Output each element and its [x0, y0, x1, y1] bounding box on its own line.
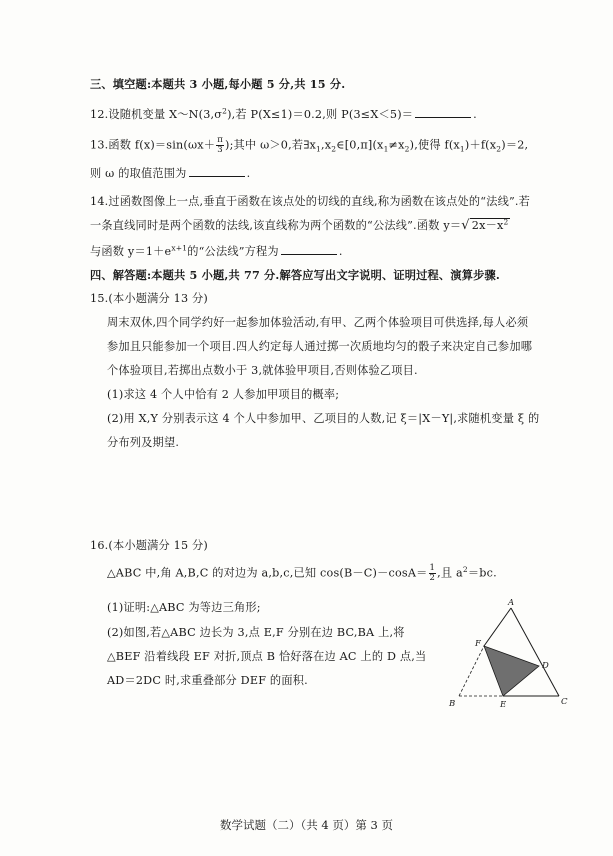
label-A: A	[508, 598, 515, 608]
q14-sup: 2	[503, 217, 509, 227]
question-14-line3	[90, 243, 343, 259]
q13-fraction	[216, 136, 224, 155]
q12-end: .	[473, 108, 477, 121]
section3-heading: 三、填空题:本题共 3 小题,每小题 5 分,共 15 分.	[90, 77, 346, 91]
q15-para-line2: 参加且只能参加一个项目.四人约定每人通过掷一次质地均匀的骰子来决定自己参加哪	[107, 340, 533, 353]
question-14-line1: 14.过函数图像上一点,垂直于函数在该点处的切线的直线,称为函数在该点处的“法线”.若	[90, 195, 531, 208]
q16-subq2-line1: (2)如图,若△ABC 边长为 3,点 E,F 分别在边 BC,BA 上,将	[107, 626, 405, 639]
q12-answer-blank[interactable]	[415, 106, 471, 118]
q13-part-b: );其中 ω＞0,若∃x	[225, 138, 317, 152]
q14-radicand	[470, 218, 511, 232]
section4-heading: 四、解答题:本题共 5 小题,共 77 分.解答应写出文字说明、证明过程、演算步骤.	[90, 268, 500, 282]
q15-subq1: (1)求这 4 个人中恰有 2 人参加甲项目的概率;	[107, 388, 340, 401]
q13-sub: 1	[383, 144, 389, 154]
q13-part-h: )＝2,	[501, 138, 529, 152]
label-D: D	[542, 661, 549, 671]
q12-text-b: ),若 P(X≤1)＝0.2,则 P(3≤X＜5)＝	[227, 108, 414, 121]
page-footer: 数学试题（二）（共 4 页）第 3 页	[219, 818, 393, 832]
q13-sub: 1	[316, 144, 321, 154]
q16-p1-a: △ABC 中,角 A,B,C 的对边为 a,b,c,已知 cos(B－C)－cosA＝	[107, 566, 428, 580]
segment-FA	[484, 608, 511, 646]
q16-frac-num: 1	[429, 563, 436, 573]
shaded-triangle-DEF	[484, 646, 539, 696]
q13-frac-den: 3	[217, 145, 223, 155]
q16-fraction	[429, 564, 437, 583]
q16-frac-den: 2	[429, 573, 436, 583]
q13-line2-text: 则 ω 的取值范围为	[90, 167, 187, 180]
q13-end: .	[246, 167, 251, 180]
sqrt-symbol: √	[461, 218, 470, 233]
question-12	[90, 106, 477, 122]
q15-para-line1: 周末双休,四个同学约好一起参加体验活动,有甲、乙两个体验项目可供选择,每人必须	[107, 316, 529, 329]
q16-subq2-line3: AD＝2DC 时,求重叠部分 DEF 的面积.	[107, 674, 308, 687]
q16-sup: 2	[462, 564, 468, 574]
question-14-line2	[90, 218, 510, 233]
q16-heading: 16.(本小题满分 15 分)	[90, 539, 208, 552]
label-F: F	[475, 639, 481, 649]
q13-frac-num: π	[217, 135, 223, 145]
q13-sub: 2	[404, 144, 410, 154]
q14-exp: x+1	[171, 243, 188, 253]
q13-part-a: 13.函数 f(x)＝sin(ωx＋	[90, 138, 216, 152]
q16-p1-b: ,且 a	[437, 566, 463, 580]
q16-p1-c: ＝bc.	[467, 566, 497, 580]
label-C: C	[561, 697, 568, 707]
q15-heading: 15.(本小题满分 13 分)	[90, 292, 208, 305]
q16-para-line1	[107, 564, 497, 583]
q14-line3-b: 的“公法线”方程为	[187, 245, 279, 258]
q13-part-f: ),使得 f(x	[409, 138, 460, 152]
q14-end: .	[338, 245, 343, 258]
question-13-line2	[90, 165, 250, 181]
q13-sub: 2	[496, 144, 502, 154]
q14-line2-text: 一条直线同时是两个函数的法线,该直线称为两个函数的“公法线”.函数 y＝	[90, 219, 462, 232]
q12-text-a: 12.设随机变量 X～N(3,σ	[90, 108, 223, 121]
q14-radicand-text: 2x－x	[471, 219, 504, 232]
q13-sub: 1	[459, 144, 465, 154]
question-13-line1	[90, 136, 528, 157]
q13-answer-blank[interactable]	[189, 165, 245, 177]
q14-answer-blank[interactable]	[281, 243, 337, 255]
q15-subq2-cont: 分布列及期望.	[107, 436, 180, 449]
q12-sup: 2	[222, 106, 228, 116]
label-E: E	[500, 700, 507, 710]
q15-subq2: (2)用 X,Y 分别表示这 4 个人中参加甲、乙项目的人数,记 ξ＝|X－Y|,求随机变量 ξ 的	[107, 412, 540, 425]
q13-part-e: ≠x	[388, 138, 405, 152]
triangle-figure	[445, 598, 575, 710]
q16-subq2-line2: △BEF 沿着线段 EF 对折,顶点 B 恰好落在边 AC 上的 D 点,当	[107, 650, 427, 663]
q13-sub: 2	[331, 144, 337, 154]
label-B: B	[449, 699, 456, 709]
q13-part-d: ∈[0,π](x	[336, 138, 384, 152]
q14-line3-a: 与函数 y＝1＋e	[90, 245, 172, 258]
dashed-segment-BF	[459, 646, 484, 696]
q13-part-g: )＋f(x	[464, 138, 497, 152]
q16-subq1: (1)证明:△ABC 为等边三角形;	[107, 601, 261, 614]
q13-part-c: ,x	[321, 138, 332, 152]
q15-para-line3: 个体验项目,若掷出点数小于 3,就体验甲项目,否则体验乙项目.	[107, 364, 418, 377]
